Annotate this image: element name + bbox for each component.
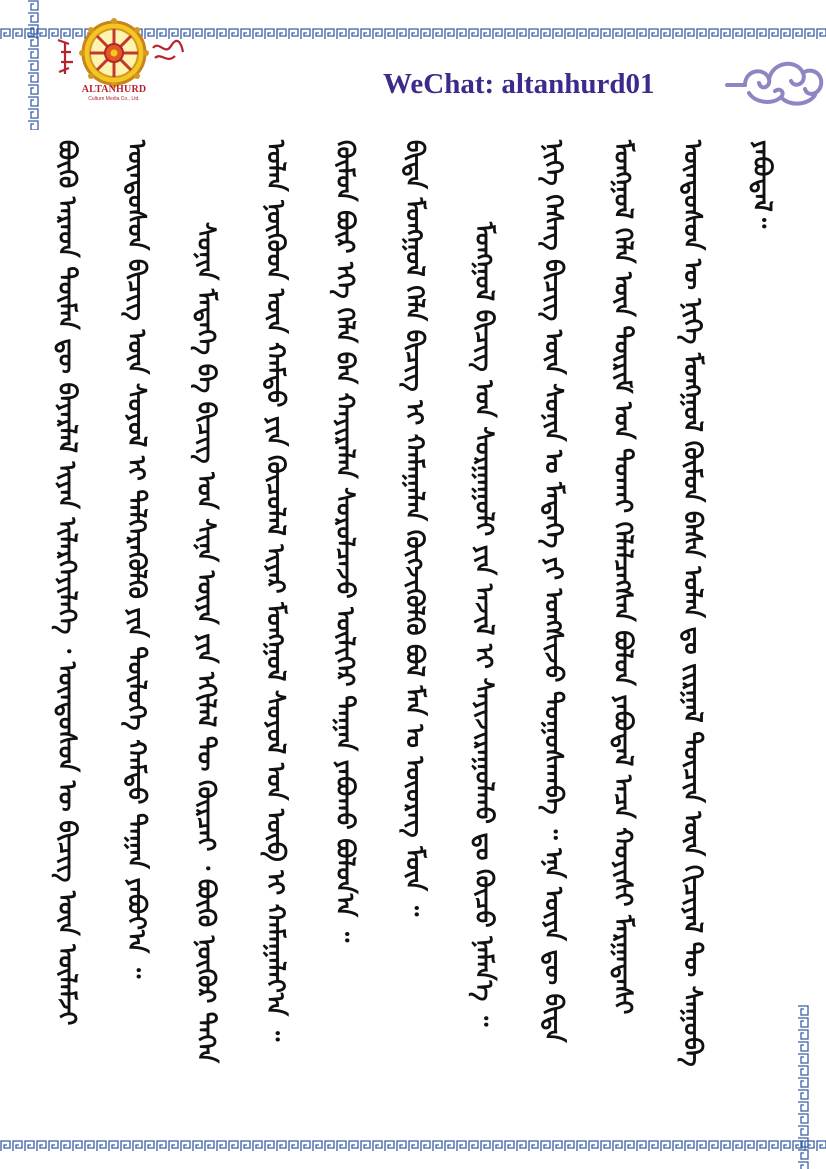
bottom-border-frieze — [0, 1140, 826, 1152]
logo-company-name: Culture Media Co., Ltd. — [88, 96, 140, 102]
text-column: ᠦᠨᠳᠦᠰᠦᠨ ᠦ ᠨᠢᠭᠡ ᠮᠣᠩᠭᠣᠯ ᠬᠥᠮᠥᠨ ᠪᠠᠰᠠ ᠣᠯᠠᠨ ᠳᠤ ᠵᠢᠷᠭᠠᠯ ᠳᠥᠴᠢᠨ ᠦᠨ ᠬᠢᠴᠢᠶᠡᠯ ᠲᠦ ᠰᠠᠭᠤᠪᠠ — [678, 140, 708, 1067]
wechat-id: WeChat: altanhurd01 — [383, 68, 655, 100]
text-column: ᠮᠣᠩᠭᠣᠯ ᠪᠢᠴᠢᠭ ᠤᠨ ᠰᠣᠷᠭᠠᠭᠤᠯᠢ ᠶᠢᠨ ᠠᠵᠢᠯ ᠢ ᠰᠠᠶᠢᠵᠢᠷᠠᠭᠤᠯᠬᠤ ᠳᠤ ᠬᠦᠴᠦ ᠨᠡᠮᠡᠨ᠎ᠡ ᠃ — [470, 222, 499, 1027]
logo-mongolian-left — [55, 38, 77, 78]
text-column: ᠪᠦᠬᠦ ᠠᠷᠠᠳ ᠲᠦᠮᠡᠨ ᠳᠦ ᠪᠠᠶᠠᠷᠯᠠᠯ ᠢᠶᠡᠨ ᠢᠯᠡᠷᠬᠡᠶᠢᠯᠡᠭᠡ ᠂ ᠦᠨᠳᠦᠰᠦᠨ ᠦ ᠪᠢᠴᠢᠭ ᠦᠨ ᠦᠯᠡᠮᠵᠢ — [53, 140, 82, 1026]
text-column: ᠶᠠᠪᠤᠳᠠᠯ᠃ — [748, 140, 777, 229]
text-column: ᠰᠣᠨᠢᠨ ᠮᠡᠳᠡᠭᠡ ᠪᠠ ᠪᠢᠴᠢᠭ ᠤᠨ ᠰᠢᠨᠡ ᠦᠶᠡ ᠶᠢᠨ ᠡᠬᠢᠯᠡᠯ ᠲᠦ ᠬᠦᠷᠴᠡᠢ ᠂ ᠪᠦᠬᠦ ᠨᠥᠬᠦᠷ ᠲᠡᠭᠡᠨ — [192, 222, 221, 1064]
text-column: ᠬᠦᠮᠦᠨ ᠪᠦᠷ ᠡᠬᠡ ᠬᠡᠯᠡ ᠪᠡᠨ ᠬᠠᠶᠢᠷᠠᠯᠠᠨ ᠰᠤᠷᠤᠯᠴᠠᠵᠤ ᠦᠯᠢᠭᠡᠷ ᠳᠠᠭᠠᠨ ᠶᠠᠪᠤᠬᠤ ᠪᠣᠯᠤᠨ᠎ᠠ ᠃ — [331, 140, 360, 943]
text-column: ᠮᠣᠩᠭᠣᠯ ᠬᠡᠯᠡ ᠦᠨ ᠳᠦᠷᠢᠮ ᠤᠨ ᠲᠤᠬᠠᠢ ᠬᠡᠯᠡᠯᠴᠡᠭᠰᠡᠨ ᠪᠣᠯᠤᠨ ᠶᠠᠪᠤᠳᠠᠯ ᠠᠴᠠ ᠬᠣᠶᠢᠰᠢ ᠮᠠᠷᠭᠠᠳᠠᠰᠢ — [609, 140, 638, 1015]
text-column: ᠦᠨᠳᠦᠰᠦᠨ ᠪᠢᠴᠢᠭ ᠦᠨ ᠰᠣᠶᠣᠯ ᠢ ᠳᠡᠯᠭᠡᠷᠡᠭᠦᠯᠬᠦ ᠶᠢᠨ ᠲᠥᠯᠦᠭᠡ ᠬᠠᠮᠲᠤ ᠳᠠᠭᠠᠨ ᠶᠠᠪᠤᠶ᠎ᠠ ᠃ — [122, 140, 152, 979]
logo-brand-name: ALTANHURD — [81, 84, 147, 95]
text-column: ᠨᠢᠭᠡ ᠬᠡᠰᠡᠭ ᠪᠢᠴᠢᠭ ᠦᠨ ᠰᠣᠨᠢᠨ ᠤ ᠮᠡᠳᠡᠭᠡ ᠶᠢ ᠤᠩᠰᠢᠵᠤ ᠳᠤᠭᠤᠰᠬᠠᠪᠠ ᠃ ᠡᠨᠡ ᠦᠶᠡ ᠳᠦ ᠪᠢᠳᠡ — [539, 140, 569, 1043]
article-body — [55, 140, 775, 1130]
dharma-wheel-icon — [79, 18, 149, 88]
text-column: ᠣᠯᠠᠨ ᠨᠥᠭᠦᠳ ᠦᠨ ᠬᠠᠮᠲᠤ ᠶᠢᠨ ᠬᠦᠴᠦᠯᠡᠯ ᠢᠶᠡᠷ ᠮᠣᠩᠭᠣᠯ ᠰᠣᠶᠣᠯ ᠤᠨ ᠥᠪ ᠢ ᠬᠠᠮᠠᠭᠠᠯᠠᠶ᠎ᠠ ᠃ — [261, 140, 291, 1042]
right-border-frieze — [797, 1005, 809, 1169]
cloud-scroll-icon — [725, 55, 826, 111]
altanhurd-logo — [55, 18, 185, 138]
logo-mongolian-right — [151, 38, 185, 66]
left-border-frieze — [27, 0, 39, 130]
text-column: ᠪᠢᠳᠡ ᠮᠣᠩᠭᠣᠯ ᠬᠡᠯᠡ ᠪᠢᠴᠢᠭ ᠢ ᠬᠠᠮᠠᠭᠠᠯᠠᠨ ᠬᠥᠭᠵᠢᠭᠦᠯᠬᠦ ᠪᠣᠯ ᠮᠠᠨ ᠤ ᠦᠦᠷᠡᠭ ᠮᠥᠨ ᠃ — [400, 140, 430, 917]
